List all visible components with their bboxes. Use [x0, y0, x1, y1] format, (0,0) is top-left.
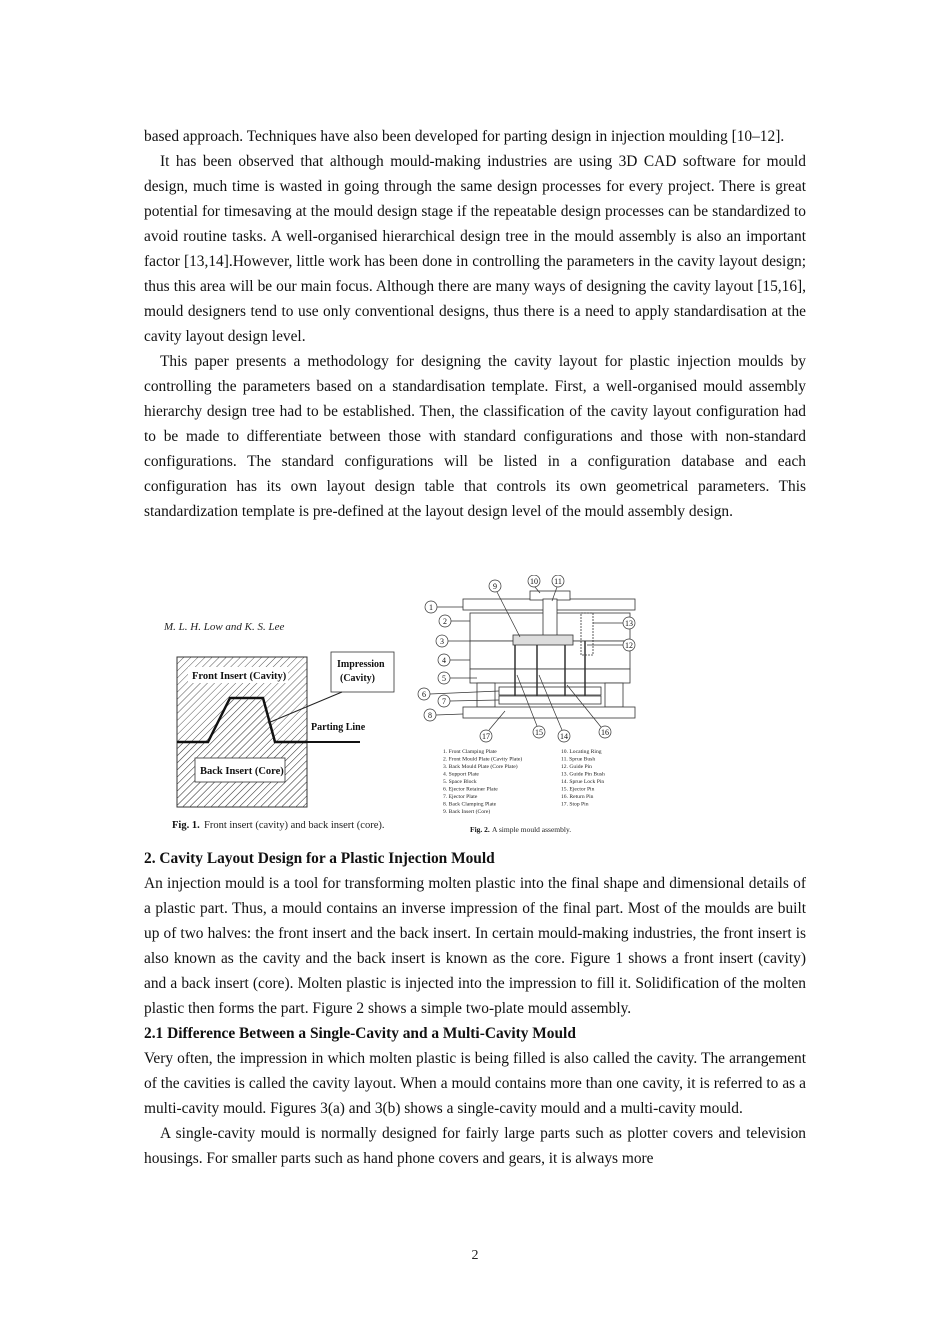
- figure-2-caption-label: Fig. 2.: [470, 825, 490, 834]
- callout: 16: [601, 728, 609, 737]
- paragraph: based approach. Techniques have also been developed for parting design in injection moulding [10–12].: [144, 128, 785, 145]
- callout: 9: [493, 582, 497, 591]
- callout: 10: [530, 577, 538, 586]
- callout: 8: [428, 711, 432, 720]
- figure-2-legend: [443, 749, 605, 815]
- top-text-block: [144, 124, 806, 524]
- legend-item: 6. Ejector Retainer Plate: [443, 786, 498, 793]
- legend-item: 3. Back Mould Plate (Core Plate): [443, 764, 518, 770]
- paragraph: Very often, the impression in which molten plastic is being filled is also called the cavity. The arrangement of the cavities is called the cavity layout. When a mould contains more than one cavity, it is referred to as a multi-cavity mould. Figures 3(a) and 3(b) shows a single-cavity mould and a multi-cavity mould.: [144, 1050, 806, 1117]
- back-insert-label: Back Insert (Core): [200, 766, 284, 777]
- space-block-left: [477, 683, 495, 707]
- callout: 14: [560, 732, 568, 741]
- callout: 4: [442, 656, 446, 665]
- legend-item: 11. Sprue Bush: [561, 756, 596, 763]
- callout: 6: [422, 690, 426, 699]
- figure-2-caption: A simple mould assembly.: [492, 825, 572, 834]
- bottom-text-block: [144, 846, 806, 1171]
- legend-item: 7. Ejector Plate: [443, 794, 478, 800]
- callout: 12: [625, 641, 633, 650]
- front-insert-label: Front Insert (Cavity): [192, 671, 287, 682]
- figure-2: [415, 575, 645, 840]
- callout: 17: [482, 732, 490, 741]
- legend-item: 5. Space Block: [443, 779, 477, 785]
- page-number: 2: [471, 1248, 479, 1263]
- figure-1-authors: M. L. H. Low and K. S. Lee: [164, 621, 285, 633]
- legend-item: 8. Back Clamping Plate: [443, 801, 497, 808]
- legend-item: 13. Guide Pin Bush: [561, 771, 605, 778]
- legend-item: 16. Return Pin: [561, 794, 594, 800]
- legend-item: 15. Ejector Pin: [561, 786, 595, 793]
- callout: 7: [442, 697, 446, 706]
- legend-item: 17. Stop Pin: [561, 801, 589, 808]
- support-plate: [470, 669, 630, 683]
- legend-item: 2. Front Mould Plate (Cavity Plate): [443, 756, 523, 763]
- legend-item: 14. Sprue Lock Pin: [561, 779, 605, 785]
- section-2-heading: 2. Cavity Layout Design for a Plastic Injection Mould: [144, 850, 495, 867]
- paragraph: It has been observed that although mould-making industries are using 3D CAD software for mould design, much time is wasted in going through the same design processes for every project. There is great potential for timesaving at the mould design stage if the repeatable design processes can be standardized to avoid routine tasks. A well-organised hierarchical design tree in the mould assembly is also an important factor [13,14].However, little work has been done in controlling the parameters in the cavity layout design; thus this area will be our main focus. Although there are many ways of designing the cavity layout [15,16], mould designers tend to use only conventional designs, thus there is a need to apply standardisation at the cavity layout design level.: [144, 153, 806, 345]
- callout: 5: [442, 674, 446, 683]
- impression-label-2: (Cavity): [340, 673, 375, 684]
- ejector-plate: [499, 696, 601, 704]
- legend-item: 4. Support Plate: [443, 771, 479, 778]
- callout: 3: [440, 637, 444, 646]
- space-block-right: [605, 683, 623, 707]
- callout: 2: [443, 617, 447, 626]
- legend-item: 12. Guide Pin: [561, 764, 592, 770]
- impression-label: Impression: [337, 659, 385, 670]
- callout: 11: [554, 577, 562, 586]
- callout: 13: [625, 619, 633, 628]
- figure-1-caption-label: Fig. 1.: [172, 820, 200, 831]
- section-2-1-heading: 2.1 Difference Between a Single-Cavity and a Multi-Cavity Mould: [144, 1025, 576, 1042]
- back-clamping-plate: [463, 707, 635, 718]
- callout: 1: [429, 603, 433, 612]
- legend-item: 10. Locating Ring: [561, 749, 602, 755]
- core-insert: [513, 635, 573, 645]
- callout: 15: [535, 728, 543, 737]
- paragraph: A single-cavity mould is normally designed for fairly large parts such as plotter covers and television housings. For smaller parts such as hand phone covers and gears, it is always more: [144, 1125, 806, 1167]
- parting-line-label: Parting Line: [311, 722, 366, 733]
- legend-item: 1. Front Clamping Plate: [443, 749, 497, 755]
- paragraph: This paper presents a methodology for designing the cavity layout for plastic injection moulds by controlling the parameters based on a standardisation template. First, a well-organised mould assembly hierarchy design tree had to be established. Then, the classification of the cavity layout configuration had to be made to differentiate between those with standard configurations and those with non-standard configurations. The standard configurations will be listed in a configuration database and each configuration has its own layout design table that controls its own geometrical parameters. This standardization template is pre-defined at the layout design level of the mould assembly design.: [144, 353, 806, 520]
- figure-1: [160, 610, 410, 835]
- figure-1-caption: Front insert (cavity) and back insert (core).: [204, 820, 385, 831]
- legend-item: 9. Back Insert (Core): [443, 809, 491, 815]
- paragraph: An injection mould is a tool for transforming molten plastic into the final shape and dimensional details of a plastic part. Thus, a mould contains an inverse impression of the final part. Most of the moulds are built up of two halves: the front insert and the back insert. In certain mould-making industries, the front insert is also known as the cavity and the back insert is known as the core. Figure 1 shows a front insert (cavity) and a back insert (core). Molten plastic is injected into the impression to fill it. Solidification of the molten plastic then forms the part. Figure 2 shows a simple two-plate mould assembly.: [144, 875, 806, 1017]
